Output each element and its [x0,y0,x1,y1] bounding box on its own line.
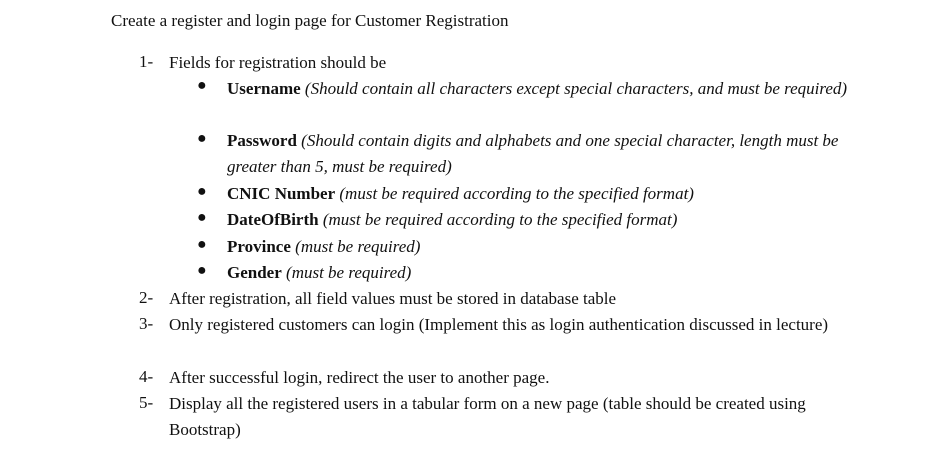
bullet-icon: ● [197,262,207,279]
list-item-number: 2- [139,288,154,307]
list-item-text: Display all the registered users in a tabular form on a new page (table should be created using Bootstrap) [169,394,806,439]
field-name: Password [227,131,297,150]
field-name: Province [227,237,291,256]
field-gender [227,260,867,286]
bullet-icon: ● [197,77,207,94]
list-item-number: 3- [139,314,154,333]
bullet-icon: ● [197,130,207,147]
field-cnic [227,181,867,207]
bullet-icon: ● [197,236,207,253]
field-note: (must be required) [286,263,412,282]
list-item-number: 1- [139,52,154,71]
field-name: Gender [227,263,282,282]
field-province [227,234,867,260]
list-item-text: After registration, all field values must be stored in database table [169,289,617,308]
bullet-icon: ● [197,209,207,226]
field-name: DateOfBirth [227,210,319,229]
list-item-text: Only registered customers can login (Implement this as login authentication discussed in lecture) [169,315,829,334]
field-dob [227,207,867,233]
field-username [227,76,867,102]
field-name: CNIC Number [227,184,336,203]
field-name: Username [227,79,301,98]
bullet-icon: ● [197,183,207,200]
list-item-text: Fields for registration should be [169,53,387,72]
list-item-number: 4- [139,367,154,386]
field-password [227,128,867,179]
field-note: (must be required according to the specified format) [322,210,678,229]
field-note: (Should contain all characters except special characters, and must be required) [304,79,848,98]
field-note: (must be required) [295,237,421,256]
document-title: Create a register and login page for Customer Registration [111,11,509,30]
list-item-number: 5- [139,393,154,412]
field-note: (must be required according to the specified format) [339,184,694,203]
field-note: (Should contain digits and alphabets and one special character, length must be greater than 5, must be required) [227,131,839,176]
list-item-text: After successful login, redirect the user to another page. [169,368,550,387]
